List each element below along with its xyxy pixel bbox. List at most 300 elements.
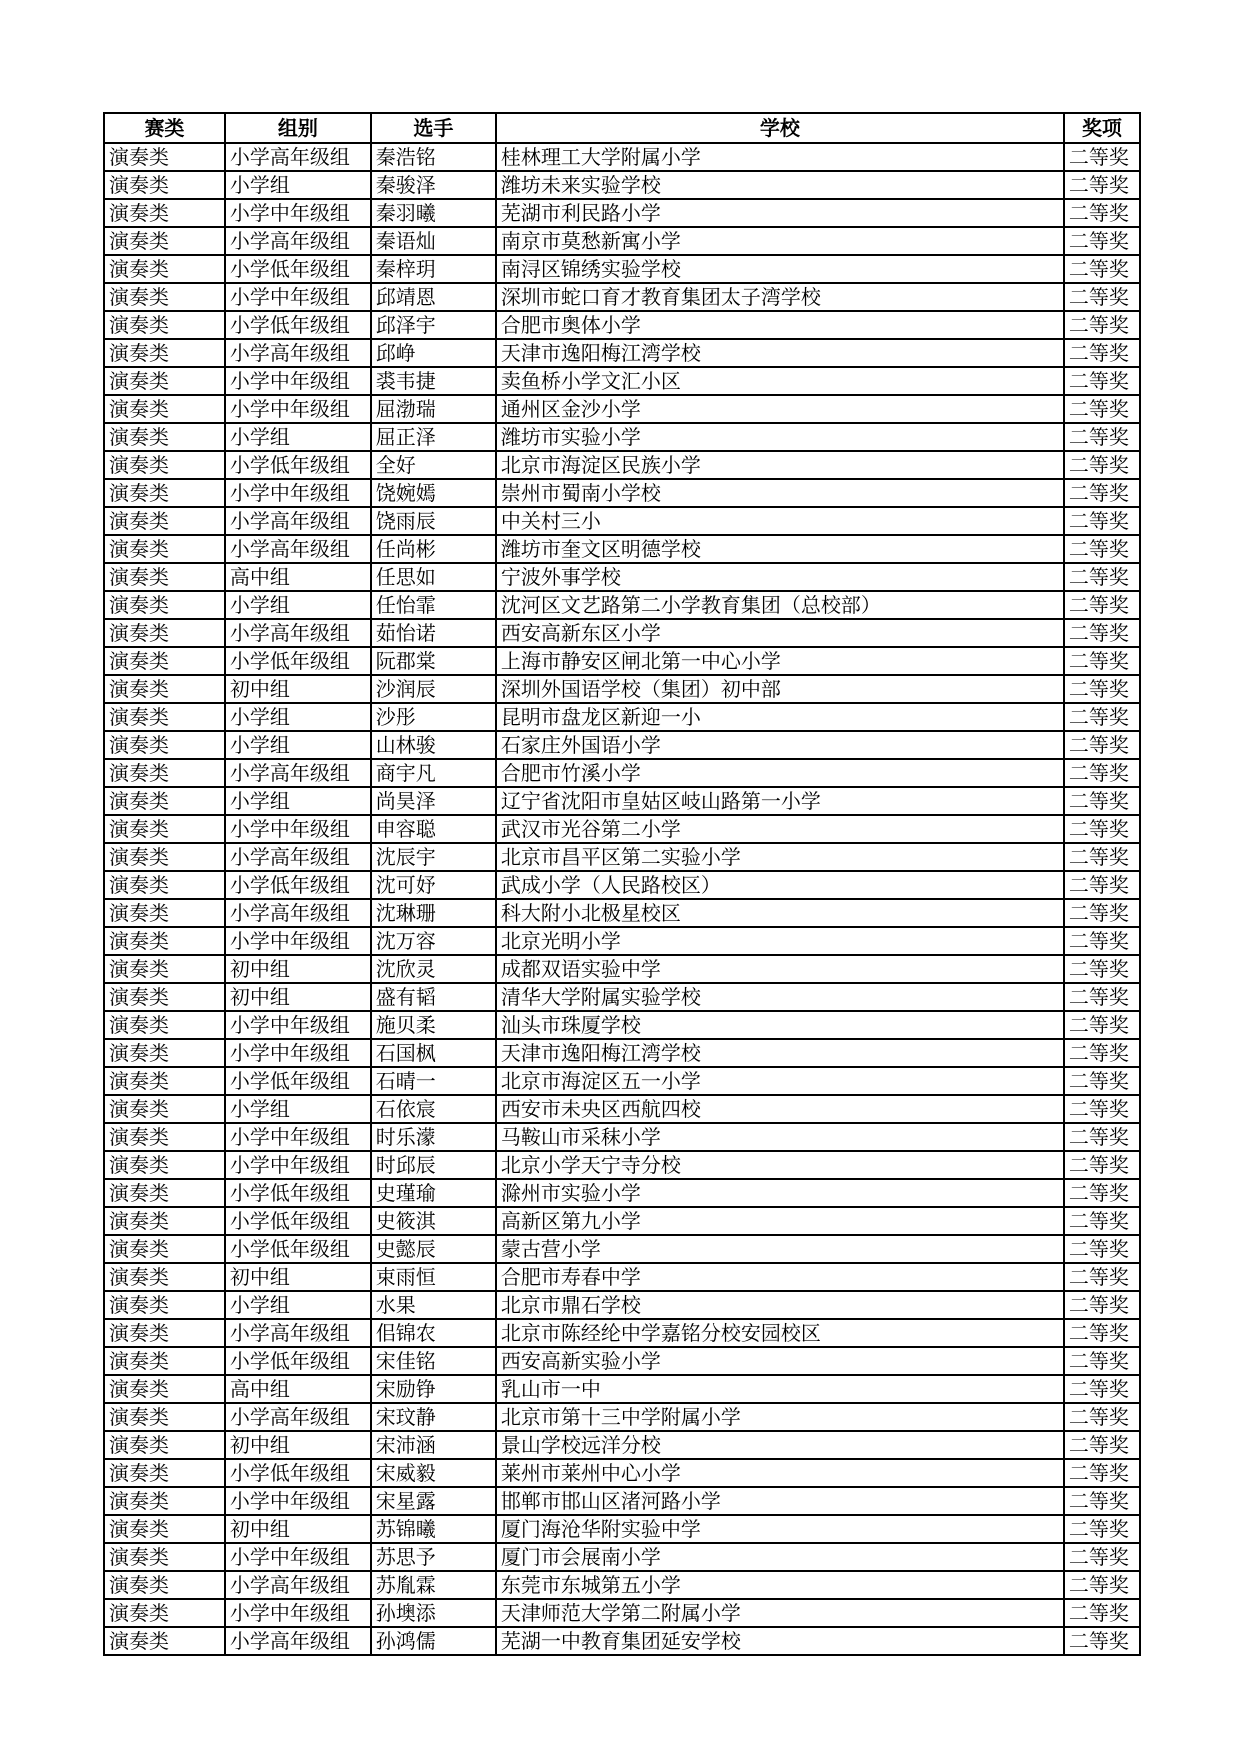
cell-contestant: 苏思予 [371,1543,496,1571]
cell-contestant: 沈欣灵 [371,955,496,983]
table-row [104,703,1140,731]
cell-category: 演奏类 [104,1459,225,1487]
cell-category: 演奏类 [104,423,225,451]
table-row [104,535,1140,563]
cell-award: 二等奖 [1064,367,1140,395]
table-row [104,927,1140,955]
cell-group: 小学低年级组 [225,871,371,899]
cell-category: 演奏类 [104,283,225,311]
table-row [104,1319,1140,1347]
cell-category: 演奏类 [104,1235,225,1263]
cell-category: 演奏类 [104,1095,225,1123]
cell-group: 初中组 [225,1263,371,1291]
cell-group: 小学高年级组 [225,227,371,255]
cell-school: 合肥市寿春中学 [496,1263,1064,1291]
table-row [104,591,1140,619]
cell-contestant: 茹怡诺 [371,619,496,647]
cell-contestant: 秦骏泽 [371,171,496,199]
cell-school: 上海市静安区闸北第一中心小学 [496,647,1064,675]
cell-category: 演奏类 [104,227,225,255]
cell-school: 桂林理工大学附属小学 [496,143,1064,171]
cell-contestant: 宋励铮 [371,1375,496,1403]
cell-category: 演奏类 [104,1179,225,1207]
cell-category: 演奏类 [104,199,225,227]
cell-category: 演奏类 [104,983,225,1011]
cell-contestant: 宋佳铭 [371,1347,496,1375]
cell-contestant: 饶婉嫣 [371,479,496,507]
cell-award: 二等奖 [1064,1207,1140,1235]
cell-award: 二等奖 [1064,983,1140,1011]
cell-award: 二等奖 [1064,1431,1140,1459]
cell-contestant: 宋威毅 [371,1459,496,1487]
cell-group: 小学中年级组 [225,1487,371,1515]
cell-contestant: 邱泽宇 [371,311,496,339]
cell-group: 初中组 [225,1431,371,1459]
cell-contestant: 孙鸿儒 [371,1627,496,1655]
cell-school: 科大附小北极星校区 [496,899,1064,927]
cell-category: 演奏类 [104,1319,225,1347]
cell-award: 二等奖 [1064,283,1140,311]
table-row [104,815,1140,843]
cell-school: 乳山市一中 [496,1375,1064,1403]
cell-award: 二等奖 [1064,171,1140,199]
cell-group: 小学组 [225,731,371,759]
cell-group: 小学低年级组 [225,311,371,339]
cell-contestant: 商宇凡 [371,759,496,787]
table-row [104,1515,1140,1543]
cell-award: 二等奖 [1064,815,1140,843]
table-body [104,143,1140,1655]
cell-contestant: 史瑾瑜 [371,1179,496,1207]
cell-group: 小学中年级组 [225,1151,371,1179]
cell-school: 高新区第九小学 [496,1207,1064,1235]
table-row [104,367,1140,395]
cell-award: 二等奖 [1064,1403,1140,1431]
cell-group: 小学高年级组 [225,619,371,647]
cell-award: 二等奖 [1064,731,1140,759]
cell-school: 天津市逸阳梅江湾学校 [496,339,1064,367]
table-row [104,1543,1140,1571]
cell-award: 二等奖 [1064,1599,1140,1627]
cell-contestant: 苏胤霖 [371,1571,496,1599]
cell-contestant: 阮郡棠 [371,647,496,675]
cell-school: 天津师范大学第二附属小学 [496,1599,1064,1627]
cell-contestant: 沙润辰 [371,675,496,703]
cell-award: 二等奖 [1064,675,1140,703]
header-group: 组别 [225,113,371,143]
cell-award: 二等奖 [1064,1067,1140,1095]
cell-category: 演奏类 [104,787,225,815]
table-row [104,507,1140,535]
cell-contestant: 饶雨辰 [371,507,496,535]
table-row [104,647,1140,675]
cell-category: 演奏类 [104,927,225,955]
cell-award: 二等奖 [1064,647,1140,675]
table-row [104,787,1140,815]
cell-school: 西安高新实验小学 [496,1347,1064,1375]
cell-school: 北京市第十三中学附属小学 [496,1403,1064,1431]
cell-school: 武汉市光谷第二小学 [496,815,1064,843]
cell-category: 演奏类 [104,255,225,283]
cell-award: 二等奖 [1064,1039,1140,1067]
cell-contestant: 秦羽曦 [371,199,496,227]
cell-school: 滁州市实验小学 [496,1179,1064,1207]
table-row [104,1599,1140,1627]
cell-award: 二等奖 [1064,199,1140,227]
header-contestant: 选手 [371,113,496,143]
cell-school: 深圳外国语学校（集团）初中部 [496,675,1064,703]
cell-group: 小学中年级组 [225,1599,371,1627]
cell-school: 邯郸市邯山区渚河路小学 [496,1487,1064,1515]
cell-school: 成都双语实验中学 [496,955,1064,983]
cell-group: 小学高年级组 [225,1403,371,1431]
cell-group: 小学组 [225,171,371,199]
cell-school: 北京市鼎石学校 [496,1291,1064,1319]
cell-category: 演奏类 [104,339,225,367]
cell-group: 小学组 [225,423,371,451]
cell-award: 二等奖 [1064,1011,1140,1039]
cell-category: 演奏类 [104,591,225,619]
cell-school: 厦门海沧华附实验中学 [496,1515,1064,1543]
table-row [104,1123,1140,1151]
cell-award: 二等奖 [1064,955,1140,983]
cell-contestant: 束雨恒 [371,1263,496,1291]
cell-category: 演奏类 [104,1347,225,1375]
table-row [104,1011,1140,1039]
cell-contestant: 石依宸 [371,1095,496,1123]
cell-school: 通州区金沙小学 [496,395,1064,423]
cell-group: 小学高年级组 [225,143,371,171]
cell-contestant: 尚昊泽 [371,787,496,815]
cell-group: 小学低年级组 [225,255,371,283]
header-row [104,113,1140,143]
table-row [104,283,1140,311]
cell-contestant: 任怡霏 [371,591,496,619]
cell-school: 深圳市蛇口育才教育集团太子湾学校 [496,283,1064,311]
cell-award: 二等奖 [1064,339,1140,367]
cell-category: 演奏类 [104,675,225,703]
cell-school: 西安高新东区小学 [496,619,1064,647]
cell-group: 小学中年级组 [225,199,371,227]
cell-group: 小学高年级组 [225,507,371,535]
cell-group: 小学高年级组 [225,759,371,787]
cell-group: 小学低年级组 [225,1207,371,1235]
cell-school: 中关村三小 [496,507,1064,535]
table-row [104,1459,1140,1487]
cell-category: 演奏类 [104,955,225,983]
table-row [104,619,1140,647]
cell-category: 演奏类 [104,759,225,787]
cell-award: 二等奖 [1064,1095,1140,1123]
cell-group: 初中组 [225,675,371,703]
cell-group: 小学低年级组 [225,1179,371,1207]
cell-category: 演奏类 [104,703,225,731]
table-row [104,255,1140,283]
table-row [104,199,1140,227]
cell-contestant: 裘韦捷 [371,367,496,395]
cell-category: 演奏类 [104,871,225,899]
cell-category: 演奏类 [104,395,225,423]
cell-award: 二等奖 [1064,703,1140,731]
cell-award: 二等奖 [1064,1487,1140,1515]
table-row [104,871,1140,899]
cell-contestant: 秦语灿 [371,227,496,255]
cell-group: 小学组 [225,1095,371,1123]
table-row [104,1487,1140,1515]
cell-award: 二等奖 [1064,563,1140,591]
cell-group: 小学组 [225,703,371,731]
cell-category: 演奏类 [104,619,225,647]
cell-contestant: 邱峥 [371,339,496,367]
cell-award: 二等奖 [1064,1123,1140,1151]
header-school: 学校 [496,113,1064,143]
cell-school: 北京市海淀区五一小学 [496,1067,1064,1095]
table-row [104,395,1140,423]
cell-award: 二等奖 [1064,619,1140,647]
cell-contestant: 屈正泽 [371,423,496,451]
cell-award: 二等奖 [1064,1627,1140,1655]
cell-contestant: 盛有韬 [371,983,496,1011]
cell-category: 演奏类 [104,143,225,171]
cell-contestant: 史懿辰 [371,1235,496,1263]
cell-contestant: 宋星露 [371,1487,496,1515]
cell-award: 二等奖 [1064,451,1140,479]
cell-school: 北京小学天宁寺分校 [496,1151,1064,1179]
cell-group: 小学高年级组 [225,843,371,871]
cell-category: 演奏类 [104,367,225,395]
cell-award: 二等奖 [1064,591,1140,619]
cell-group: 小学高年级组 [225,899,371,927]
cell-category: 演奏类 [104,815,225,843]
cell-school: 景山学校远洋分校 [496,1431,1064,1459]
cell-group: 小学组 [225,1291,371,1319]
cell-category: 演奏类 [104,731,225,759]
cell-award: 二等奖 [1064,1151,1140,1179]
table-row [104,731,1140,759]
cell-category: 演奏类 [104,1011,225,1039]
cell-contestant: 沈万容 [371,927,496,955]
cell-award: 二等奖 [1064,871,1140,899]
cell-award: 二等奖 [1064,535,1140,563]
cell-school: 宁波外事学校 [496,563,1064,591]
cell-school: 马鞍山市采秣小学 [496,1123,1064,1151]
cell-contestant: 水果 [371,1291,496,1319]
table-row [104,1179,1140,1207]
cell-school: 莱州市莱州中心小学 [496,1459,1064,1487]
cell-award: 二等奖 [1064,1459,1140,1487]
cell-category: 演奏类 [104,1123,225,1151]
cell-group: 小学低年级组 [225,451,371,479]
table-row [104,759,1140,787]
cell-contestant: 宋沛涵 [371,1431,496,1459]
cell-group: 高中组 [225,563,371,591]
cell-contestant: 沈可妤 [371,871,496,899]
cell-school: 蒙古营小学 [496,1235,1064,1263]
cell-contestant: 孙墺添 [371,1599,496,1627]
table-row [104,1039,1140,1067]
table-row [104,1431,1140,1459]
cell-school: 南浔区锦绣实验学校 [496,255,1064,283]
cell-contestant: 沙彤 [371,703,496,731]
cell-category: 演奏类 [104,311,225,339]
cell-contestant: 山林骏 [371,731,496,759]
cell-category: 演奏类 [104,647,225,675]
cell-school: 北京市海淀区民族小学 [496,451,1064,479]
cell-group: 高中组 [225,1375,371,1403]
cell-group: 小学低年级组 [225,1235,371,1263]
table-row [104,1403,1140,1431]
cell-category: 演奏类 [104,1263,225,1291]
table-row [104,479,1140,507]
cell-award: 二等奖 [1064,1571,1140,1599]
cell-category: 演奏类 [104,1515,225,1543]
cell-award: 二等奖 [1064,759,1140,787]
cell-school: 南京市莫愁新寓小学 [496,227,1064,255]
cell-school: 北京光明小学 [496,927,1064,955]
cell-award: 二等奖 [1064,1263,1140,1291]
table-row [104,451,1140,479]
cell-school: 北京市昌平区第二实验小学 [496,843,1064,871]
cell-contestant: 全好 [371,451,496,479]
cell-group: 小学组 [225,591,371,619]
cell-category: 演奏类 [104,1207,225,1235]
table-row [104,1375,1140,1403]
cell-contestant: 时乐濛 [371,1123,496,1151]
cell-school: 厦门市会展南小学 [496,1543,1064,1571]
cell-school: 汕头市珠厦学校 [496,1011,1064,1039]
cell-category: 演奏类 [104,507,225,535]
cell-category: 演奏类 [104,1487,225,1515]
cell-award: 二等奖 [1064,1515,1140,1543]
cell-school: 芜湖市利民路小学 [496,199,1064,227]
cell-award: 二等奖 [1064,787,1140,815]
cell-school: 崇州市蜀南小学校 [496,479,1064,507]
cell-contestant: 邱靖恩 [371,283,496,311]
cell-contestant: 任尚彬 [371,535,496,563]
cell-award: 二等奖 [1064,227,1140,255]
cell-contestant: 史筱淇 [371,1207,496,1235]
cell-group: 初中组 [225,955,371,983]
cell-school: 潍坊未来实验学校 [496,171,1064,199]
cell-award: 二等奖 [1064,1375,1140,1403]
cell-group: 小学高年级组 [225,1319,371,1347]
table-row [104,1291,1140,1319]
cell-school: 潍坊市奎文区明德学校 [496,535,1064,563]
cell-category: 演奏类 [104,1039,225,1067]
cell-award: 二等奖 [1064,479,1140,507]
cell-group: 小学中年级组 [225,283,371,311]
cell-school: 辽宁省沈阳市皇姑区岐山路第一小学 [496,787,1064,815]
cell-category: 演奏类 [104,451,225,479]
cell-group: 小学高年级组 [225,1627,371,1655]
cell-school: 合肥市奥体小学 [496,311,1064,339]
cell-contestant: 申容聪 [371,815,496,843]
cell-category: 演奏类 [104,479,225,507]
cell-group: 初中组 [225,1515,371,1543]
cell-award: 二等奖 [1064,255,1140,283]
cell-group: 小学中年级组 [225,815,371,843]
cell-school: 卖鱼桥小学文汇小区 [496,367,1064,395]
cell-award: 二等奖 [1064,1291,1140,1319]
table-row [104,843,1140,871]
table-row [104,227,1140,255]
table-row [104,423,1140,451]
cell-group: 小学低年级组 [225,1347,371,1375]
cell-group: 小学组 [225,787,371,815]
cell-school: 天津市逸阳梅江湾学校 [496,1039,1064,1067]
cell-award: 二等奖 [1064,423,1140,451]
cell-group: 小学中年级组 [225,395,371,423]
cell-group: 小学高年级组 [225,535,371,563]
cell-category: 演奏类 [104,1375,225,1403]
cell-category: 演奏类 [104,1067,225,1095]
cell-contestant: 石晴一 [371,1067,496,1095]
cell-school: 东莞市东城第五小学 [496,1571,1064,1599]
cell-school: 沈河区文艺路第二小学教育集团（总校部） [496,591,1064,619]
cell-contestant: 屈渤瑞 [371,395,496,423]
cell-contestant: 沈辰宇 [371,843,496,871]
table-row [104,171,1140,199]
cell-contestant: 任思如 [371,563,496,591]
cell-group: 小学中年级组 [225,1011,371,1039]
table-row [104,311,1140,339]
cell-contestant: 苏锦曦 [371,1515,496,1543]
cell-award: 二等奖 [1064,1347,1140,1375]
table-row [104,983,1140,1011]
cell-group: 小学中年级组 [225,367,371,395]
cell-group: 小学中年级组 [225,1039,371,1067]
cell-school: 芜湖一中教育集团延安学校 [496,1627,1064,1655]
cell-school: 清华大学附属实验学校 [496,983,1064,1011]
table-row [104,955,1140,983]
cell-school: 合肥市竹溪小学 [496,759,1064,787]
table-row [104,1347,1140,1375]
cell-contestant: 沈琳珊 [371,899,496,927]
header-award: 奖项 [1064,113,1140,143]
table-row [104,1235,1140,1263]
cell-contestant: 时邱辰 [371,1151,496,1179]
cell-award: 二等奖 [1064,395,1140,423]
cell-award: 二等奖 [1064,507,1140,535]
cell-category: 演奏类 [104,1571,225,1599]
table-row [104,1151,1140,1179]
cell-category: 演奏类 [104,563,225,591]
cell-award: 二等奖 [1064,1235,1140,1263]
cell-group: 小学中年级组 [225,927,371,955]
cell-category: 演奏类 [104,1403,225,1431]
cell-group: 小学中年级组 [225,1123,371,1151]
table-row [104,899,1140,927]
table-row [104,143,1140,171]
cell-award: 二等奖 [1064,1319,1140,1347]
table-row [104,1263,1140,1291]
cell-group: 小学中年级组 [225,479,371,507]
cell-category: 演奏类 [104,1151,225,1179]
cell-award: 二等奖 [1064,143,1140,171]
table-row [104,1207,1140,1235]
cell-group: 初中组 [225,983,371,1011]
cell-category: 演奏类 [104,1543,225,1571]
cell-award: 二等奖 [1064,311,1140,339]
cell-school: 西安市未央区西航四校 [496,1095,1064,1123]
cell-category: 演奏类 [104,899,225,927]
cell-group: 小学低年级组 [225,647,371,675]
table-row [104,675,1140,703]
cell-contestant: 佀锦农 [371,1319,496,1347]
award-table [103,112,1141,1656]
cell-contestant: 秦梓玥 [371,255,496,283]
cell-school: 昆明市盘龙区新迎一小 [496,703,1064,731]
